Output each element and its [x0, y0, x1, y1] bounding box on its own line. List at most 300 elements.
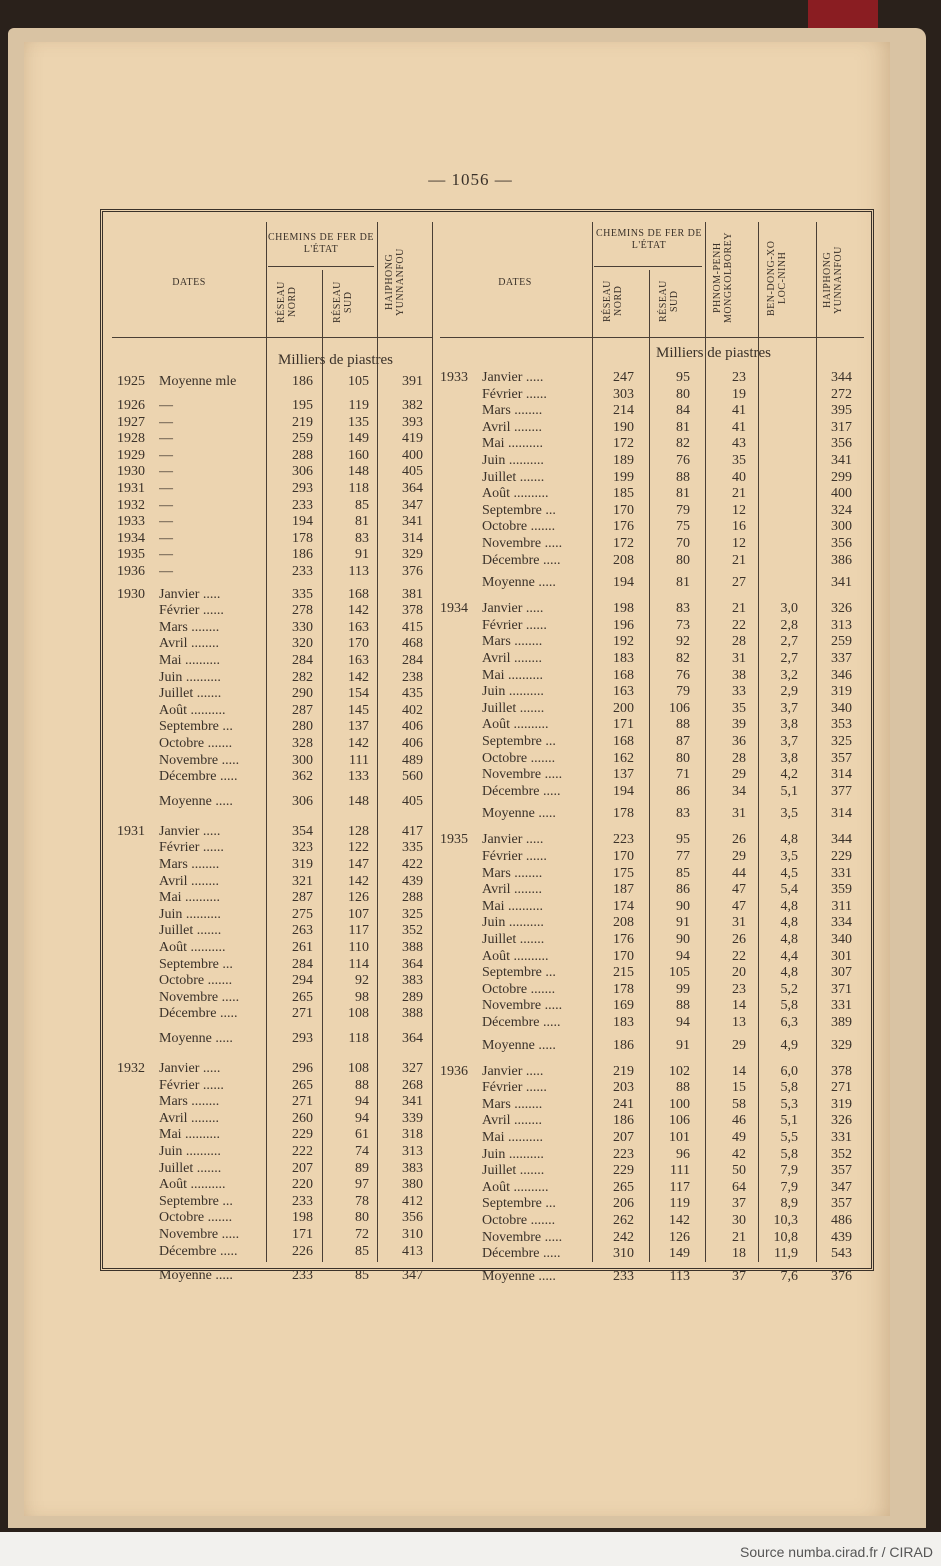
- date-label-cell: Février ......: [159, 840, 224, 856]
- reseau-nord-cell: 186: [292, 374, 313, 389]
- date-label-cell: Février ......: [482, 849, 547, 864]
- table-row: [440, 832, 866, 848]
- year-cell: 1935: [117, 547, 145, 563]
- reseau-nord-cell: 271: [292, 1006, 313, 1022]
- reseau-sud-cell: 80: [676, 386, 690, 402]
- table-row: [440, 1213, 866, 1229]
- reseau-sud-cell: 170: [348, 636, 369, 652]
- reseau-nord-cell: 282: [292, 669, 313, 685]
- year-cell: 1936: [117, 564, 145, 579]
- ben-dong-xo-cell: 5,4: [780, 882, 798, 898]
- phnom-penh-cell: 21: [732, 552, 746, 568]
- date-label-cell: Avril ........: [159, 1110, 220, 1126]
- date-label-cell: Moyenne .....: [159, 793, 233, 809]
- haiphong-cell: 389: [831, 1015, 852, 1030]
- reseau-sud-cell: 99: [676, 981, 690, 997]
- reseau-nord-cell: 223: [613, 1146, 634, 1162]
- header-rule: [440, 337, 864, 338]
- haiphong-cell: 380: [402, 1177, 423, 1193]
- reseau-nord-cell: 176: [613, 519, 634, 535]
- reseau-nord-cell: 186: [292, 547, 313, 563]
- reseau-nord-cell: 196: [613, 617, 634, 633]
- date-label-cell: Août ..........: [482, 948, 549, 964]
- reseau-nord-cell: 233: [613, 1268, 634, 1284]
- reseau-nord-cell: 306: [292, 464, 313, 480]
- haiphong-cell: 344: [831, 832, 852, 848]
- table-row: [440, 1113, 866, 1129]
- reseau-nord-cell: 233: [292, 497, 313, 513]
- reseau-sud-cell: 90: [676, 898, 690, 914]
- table-row: [440, 634, 866, 650]
- reseau-nord-cell: 195: [292, 398, 313, 413]
- reseau-nord-cell: 284: [292, 653, 313, 668]
- reseau-nord-cell: 265: [292, 1077, 313, 1093]
- ben-dong-xo-cell: 5,8: [780, 1080, 798, 1096]
- phnom-penh-cell: 49: [732, 1130, 746, 1145]
- reseau-nord-cell: 176: [613, 932, 634, 947]
- table-row: [117, 890, 433, 906]
- ben-dong-xo-cell: 5,1: [780, 783, 798, 799]
- reseau-sud-cell: 97: [355, 1177, 369, 1193]
- year-cell: 1930: [117, 586, 145, 602]
- date-label-cell: Septembre ...: [159, 719, 233, 735]
- reseau-nord-cell: 293: [292, 481, 313, 496]
- haiphong-cell: 300: [831, 519, 852, 535]
- table-row: [117, 1111, 433, 1127]
- table-row: [117, 670, 433, 686]
- date-label-cell: Janvier .....: [159, 823, 221, 839]
- table-row: [117, 1127, 433, 1143]
- phnom-penh-cell: 20: [732, 965, 746, 981]
- haiphong-cell: 376: [831, 1268, 852, 1284]
- reseau-nord-cell: 200: [613, 700, 634, 716]
- table-row: [440, 1064, 866, 1080]
- date-label-cell: Septembre ...: [482, 502, 556, 518]
- table-row: [440, 751, 866, 767]
- haiphong-cell: 271: [831, 1080, 852, 1096]
- reseau-nord-cell: 170: [613, 849, 634, 864]
- haiphong-cell: 335: [402, 840, 423, 856]
- reseau-nord-cell: 335: [292, 586, 313, 602]
- table-row: [117, 1031, 433, 1047]
- ben-dong-xo-cell: 5,2: [780, 981, 798, 997]
- year-cell: 1933: [117, 514, 145, 530]
- year-cell: 1929: [117, 447, 145, 463]
- reseau-nord-cell: 263: [292, 923, 313, 939]
- header-reseau-sud-right: RÉSEAU SUD: [658, 280, 680, 322]
- date-label-cell: Mars ........: [159, 857, 220, 872]
- reseau-nord-cell: 137: [613, 767, 634, 783]
- haiphong-cell: 259: [831, 634, 852, 650]
- reseau-sud-cell: 86: [676, 882, 690, 898]
- haiphong-cell: 284: [402, 653, 423, 668]
- haiphong-cell: 313: [831, 617, 852, 633]
- table-row: [117, 603, 433, 619]
- date-label-cell: Novembre .....: [159, 752, 240, 768]
- phnom-penh-cell: 39: [732, 717, 746, 733]
- date-label-cell: Décembre .....: [482, 1015, 561, 1030]
- phnom-penh-cell: 64: [732, 1179, 746, 1195]
- reseau-nord-cell: 278: [292, 603, 313, 619]
- haiphong-cell: 486: [831, 1213, 852, 1228]
- table-row: [440, 1269, 866, 1285]
- reseau-sud-cell: 128: [348, 823, 369, 839]
- date-label-cell: Juillet .......: [159, 1160, 222, 1176]
- ben-dong-xo-cell: 11,9: [774, 1246, 798, 1262]
- reseau-nord-cell: 262: [613, 1213, 634, 1228]
- reseau-nord-cell: 198: [613, 601, 634, 617]
- haiphong-cell: 347: [831, 1179, 852, 1195]
- table-row: [117, 1268, 433, 1284]
- year-cell: 1931: [117, 823, 145, 839]
- ben-dong-xo-cell: 10,8: [773, 1229, 798, 1245]
- reseau-nord-cell: 300: [292, 752, 313, 768]
- reseau-nord-cell: 190: [613, 419, 634, 435]
- table-row: [117, 923, 433, 939]
- reseau-sud-cell: 111: [349, 752, 369, 768]
- phnom-penh-cell: 29: [732, 849, 746, 864]
- reseau-sud-cell: 105: [669, 965, 690, 981]
- haiphong-cell: 347: [402, 497, 423, 513]
- phnom-penh-cell: 28: [732, 750, 746, 766]
- haiphong-cell: 356: [831, 436, 852, 452]
- date-label-cell: —: [159, 481, 173, 496]
- table-row: [117, 620, 433, 636]
- ben-dong-xo-cell: 7,9: [780, 1179, 798, 1195]
- phnom-penh-cell: 41: [732, 419, 746, 435]
- reseau-nord-cell: 186: [613, 1037, 634, 1053]
- haiphong-cell: 359: [831, 882, 852, 898]
- haiphong-cell: 386: [831, 552, 852, 568]
- reseau-nord-cell: 171: [613, 717, 634, 733]
- reseau-sud-cell: 107: [348, 906, 369, 922]
- phnom-penh-cell: 34: [732, 783, 746, 799]
- reseau-nord-cell: 260: [292, 1110, 313, 1126]
- table-row: [117, 1244, 433, 1260]
- ben-dong-xo-cell: 5,1: [780, 1113, 798, 1129]
- date-label-cell: Mars ........: [482, 1096, 543, 1112]
- haiphong-cell: 417: [402, 823, 423, 839]
- date-label-cell: Novembre .....: [482, 1229, 563, 1245]
- haiphong-cell: 364: [402, 481, 423, 496]
- reseau-nord-cell: 288: [292, 447, 313, 463]
- table-row: [117, 1094, 433, 1110]
- reseau-nord-cell: 185: [613, 486, 634, 502]
- table-row: [440, 1080, 866, 1096]
- date-label-cell: Mai ..........: [159, 1127, 221, 1143]
- date-label-cell: Octobre .......: [482, 750, 556, 766]
- reseau-sud-cell: 106: [669, 700, 690, 716]
- reseau-sud-cell: 114: [348, 956, 369, 972]
- reseau-nord-cell: 198: [292, 1210, 313, 1226]
- table-row: [117, 703, 433, 719]
- reseau-sud-cell: 117: [348, 923, 369, 939]
- haiphong-cell: 422: [402, 857, 423, 872]
- reseau-nord-cell: 229: [613, 1163, 634, 1179]
- phnom-penh-cell: 35: [732, 453, 746, 468]
- haiphong-cell: 314: [831, 767, 852, 783]
- haiphong-cell: 382: [402, 398, 423, 413]
- phnom-penh-cell: 31: [732, 806, 746, 822]
- table-row: [117, 653, 433, 669]
- date-label-cell: Juillet .......: [159, 686, 222, 702]
- table-row: [440, 982, 866, 998]
- haiphong-cell: 376: [402, 564, 423, 579]
- table-row: [440, 1015, 866, 1031]
- haiphong-cell: 356: [402, 1210, 423, 1226]
- haiphong-cell: 435: [402, 686, 423, 702]
- phnom-penh-cell: 33: [732, 684, 746, 700]
- haiphong-cell: 272: [831, 386, 852, 402]
- reseau-sud-cell: 100: [669, 1096, 690, 1112]
- reseau-nord-cell: 247: [613, 370, 634, 385]
- table-row: [117, 940, 433, 956]
- table-row: [440, 420, 866, 436]
- table-row: [117, 1210, 433, 1226]
- phnom-penh-cell: 16: [732, 519, 746, 535]
- phnom-penh-cell: 14: [732, 998, 746, 1014]
- haiphong-cell: 268: [402, 1077, 423, 1093]
- reseau-nord-cell: 203: [613, 1080, 634, 1096]
- table-row: [117, 1078, 433, 1094]
- date-label-cell: —: [159, 414, 173, 430]
- reseau-sud-cell: 147: [348, 857, 369, 872]
- date-label-cell: Octobre .......: [482, 981, 556, 997]
- phnom-penh-cell: 29: [732, 1037, 746, 1053]
- reseau-sud-cell: 92: [676, 634, 690, 650]
- table-row: [440, 387, 866, 403]
- date-label-cell: —: [159, 564, 173, 579]
- reseau-nord-cell: 215: [613, 965, 634, 981]
- haiphong-cell: 388: [402, 1006, 423, 1022]
- haiphong-cell: 400: [831, 486, 852, 502]
- haiphong-cell: 353: [831, 717, 852, 733]
- reseau-nord-cell: 323: [292, 840, 313, 856]
- reseau-sud-cell: 106: [669, 1113, 690, 1129]
- reseau-sud-cell: 79: [676, 502, 690, 518]
- table-row: [117, 1061, 433, 1077]
- reseau-sud-cell: 105: [348, 374, 369, 389]
- reseau-nord-cell: 233: [292, 564, 313, 579]
- reseau-sud-cell: 61: [355, 1127, 369, 1143]
- date-label-cell: Mai ..........: [482, 1130, 544, 1145]
- haiphong-cell: 337: [831, 651, 852, 666]
- haiphong-cell: 395: [831, 403, 852, 419]
- phnom-penh-cell: 40: [732, 469, 746, 485]
- header-haiphong-right: HAIPHONG YUNNANFOU: [822, 246, 844, 314]
- reseau-nord-cell: 233: [292, 1193, 313, 1209]
- reseau-nord-cell: 320: [292, 636, 313, 652]
- phnom-penh-cell: 46: [732, 1113, 746, 1129]
- date-label-cell: Août ..........: [159, 1177, 226, 1193]
- phnom-penh-cell: 26: [732, 832, 746, 848]
- reseau-sud-cell: 75: [676, 519, 690, 535]
- table-row: [440, 486, 866, 502]
- reseau-sud-cell: 154: [348, 686, 369, 702]
- reseau-nord-cell: 219: [292, 414, 313, 430]
- table-row: [440, 1163, 866, 1179]
- date-label-cell: Août ..........: [482, 717, 549, 733]
- reseau-sud-cell: 142: [348, 736, 369, 751]
- reseau-nord-cell: 206: [613, 1196, 634, 1212]
- table-row: [117, 564, 433, 580]
- phnom-penh-cell: 41: [732, 403, 746, 419]
- reseau-sud-cell: 80: [355, 1210, 369, 1226]
- reseau-sud-cell: 74: [355, 1144, 369, 1159]
- reseau-sud-cell: 142: [348, 603, 369, 619]
- date-label-cell: —: [159, 447, 173, 463]
- date-label-cell: Moyenne .....: [482, 1037, 556, 1053]
- reseau-sud-cell: 142: [669, 1213, 690, 1228]
- date-label-cell: Mars ........: [482, 865, 543, 881]
- table-row: [117, 990, 433, 1006]
- reseau-sud-cell: 118: [348, 481, 369, 496]
- header-dates-left: DATES: [172, 277, 206, 288]
- date-label-cell: Moyenne .....: [482, 806, 556, 822]
- date-label-cell: Octobre .......: [482, 1213, 556, 1228]
- reseau-nord-cell: 271: [292, 1094, 313, 1110]
- reseau-sud-cell: 149: [669, 1246, 690, 1262]
- haiphong-cell: 341: [402, 1094, 423, 1110]
- header-reseau-nord-right: RÉSEAU NORD: [602, 280, 624, 322]
- year-cell: 1934: [440, 601, 468, 617]
- date-label-cell: Juin ..........: [482, 1146, 544, 1162]
- haiphong-cell: 378: [831, 1063, 852, 1079]
- phnom-penh-cell: 21: [732, 486, 746, 502]
- reseau-nord-cell: 310: [613, 1246, 634, 1262]
- reseau-sud-cell: 73: [676, 617, 690, 633]
- haiphong-cell: 405: [402, 464, 423, 480]
- date-label-cell: —: [159, 431, 173, 447]
- reseau-sud-cell: 111: [670, 1163, 690, 1179]
- reseau-nord-cell: 207: [613, 1130, 634, 1145]
- table-row: [117, 973, 433, 989]
- ben-dong-xo-cell: 3,0: [780, 601, 798, 617]
- table-row: [440, 453, 866, 469]
- haiphong-cell: 229: [831, 849, 852, 864]
- haiphong-cell: 319: [831, 684, 852, 700]
- table-row: [117, 874, 433, 890]
- date-label-cell: Janvier .....: [482, 832, 544, 848]
- reseau-nord-cell: 222: [292, 1144, 313, 1159]
- date-label-cell: Octobre .......: [159, 1210, 233, 1226]
- phnom-penh-cell: 13: [732, 1015, 746, 1030]
- table-row: [440, 717, 866, 733]
- reseau-sud-cell: 113: [669, 1268, 690, 1284]
- year-cell: 1935: [440, 832, 468, 848]
- haiphong-cell: 439: [402, 873, 423, 889]
- reseau-sud-cell: 80: [676, 552, 690, 568]
- reseau-sud-cell: 81: [676, 486, 690, 502]
- reseau-sud-cell: 88: [676, 1080, 690, 1096]
- header-reseau-sud-left: RÉSEAU SUD: [332, 281, 354, 323]
- reseau-sud-cell: 88: [676, 998, 690, 1014]
- date-label-cell: Septembre ...: [482, 734, 556, 749]
- table-row: [117, 464, 433, 480]
- reseau-nord-cell: 328: [292, 736, 313, 751]
- reseau-nord-cell: 220: [292, 1177, 313, 1193]
- table-row: [440, 684, 866, 700]
- haiphong-cell: 319: [831, 1096, 852, 1112]
- haiphong-cell: 346: [831, 667, 852, 683]
- date-label-cell: Décembre .....: [482, 1246, 561, 1262]
- reseau-sud-cell: 87: [676, 734, 690, 749]
- date-label-cell: Novembre .....: [482, 767, 563, 783]
- reseau-sud-cell: 94: [676, 1015, 690, 1030]
- date-label-cell: Juillet .......: [482, 1163, 545, 1179]
- ben-dong-xo-cell: 4,8: [780, 965, 798, 981]
- table-row: [440, 701, 866, 717]
- table-row: [117, 531, 433, 547]
- haiphong-cell: 352: [831, 1146, 852, 1162]
- ben-dong-xo-cell: 3,2: [780, 667, 798, 683]
- table-row: [440, 1147, 866, 1163]
- reseau-sud-cell: 91: [676, 915, 690, 931]
- phnom-penh-cell: 44: [732, 865, 746, 881]
- ben-dong-xo-cell: 4,8: [780, 898, 798, 914]
- phnom-penh-cell: 12: [732, 502, 746, 518]
- table-row: [117, 719, 433, 735]
- year-cell: 1925: [117, 374, 145, 389]
- table-row: [117, 1161, 433, 1177]
- unit-label-left: Milliers de piastres: [278, 352, 393, 368]
- table-row: [440, 370, 866, 386]
- reseau-sud-cell: 86: [676, 783, 690, 799]
- haiphong-cell: 311: [831, 898, 852, 914]
- phnom-penh-cell: 23: [732, 370, 746, 385]
- haiphong-cell: 340: [831, 932, 852, 947]
- reseau-nord-cell: 170: [613, 948, 634, 964]
- reseau-nord-cell: 287: [292, 890, 313, 906]
- year-cell: 1931: [117, 481, 145, 496]
- reseau-sud-cell: 168: [348, 586, 369, 602]
- date-label-cell: Mars ........: [159, 619, 220, 635]
- date-label-cell: Septembre ...: [482, 965, 556, 981]
- reseau-nord-cell: 178: [292, 530, 313, 546]
- date-label-cell: Mars ........: [482, 634, 543, 650]
- reseau-sud-cell: 77: [676, 849, 690, 864]
- haiphong-cell: 327: [402, 1061, 423, 1076]
- haiphong-cell: 307: [831, 965, 852, 981]
- reseau-nord-cell: 233: [292, 1268, 313, 1284]
- reseau-sud-cell: 85: [676, 865, 690, 881]
- reseau-nord-cell: 354: [292, 823, 313, 839]
- date-label-cell: —: [159, 530, 173, 546]
- table-row: [117, 957, 433, 973]
- date-label-cell: Février ......: [482, 617, 547, 633]
- table-row: [117, 907, 433, 923]
- haiphong-cell: 341: [831, 453, 852, 468]
- haiphong-cell: 317: [831, 419, 852, 435]
- haiphong-cell: 377: [831, 783, 852, 799]
- reseau-nord-cell: 199: [613, 469, 634, 485]
- reseau-sud-cell: 82: [676, 651, 690, 666]
- date-label-cell: Juin ..........: [482, 453, 544, 468]
- reseau-sud-cell: 96: [676, 1146, 690, 1162]
- date-label-cell: Septembre ...: [159, 1193, 233, 1209]
- reseau-sud-cell: 81: [676, 575, 690, 591]
- table-row: [117, 840, 433, 856]
- table-row: [440, 519, 866, 535]
- reseau-nord-cell: 275: [292, 906, 313, 922]
- table-row: [117, 686, 433, 702]
- header-dates-right: DATES: [498, 277, 532, 288]
- reseau-nord-cell: 192: [613, 634, 634, 650]
- date-label-cell: Août ..........: [159, 940, 226, 955]
- table-row: [440, 1038, 866, 1054]
- reseau-sud-cell: 113: [348, 564, 369, 579]
- phnom-penh-cell: 31: [732, 651, 746, 666]
